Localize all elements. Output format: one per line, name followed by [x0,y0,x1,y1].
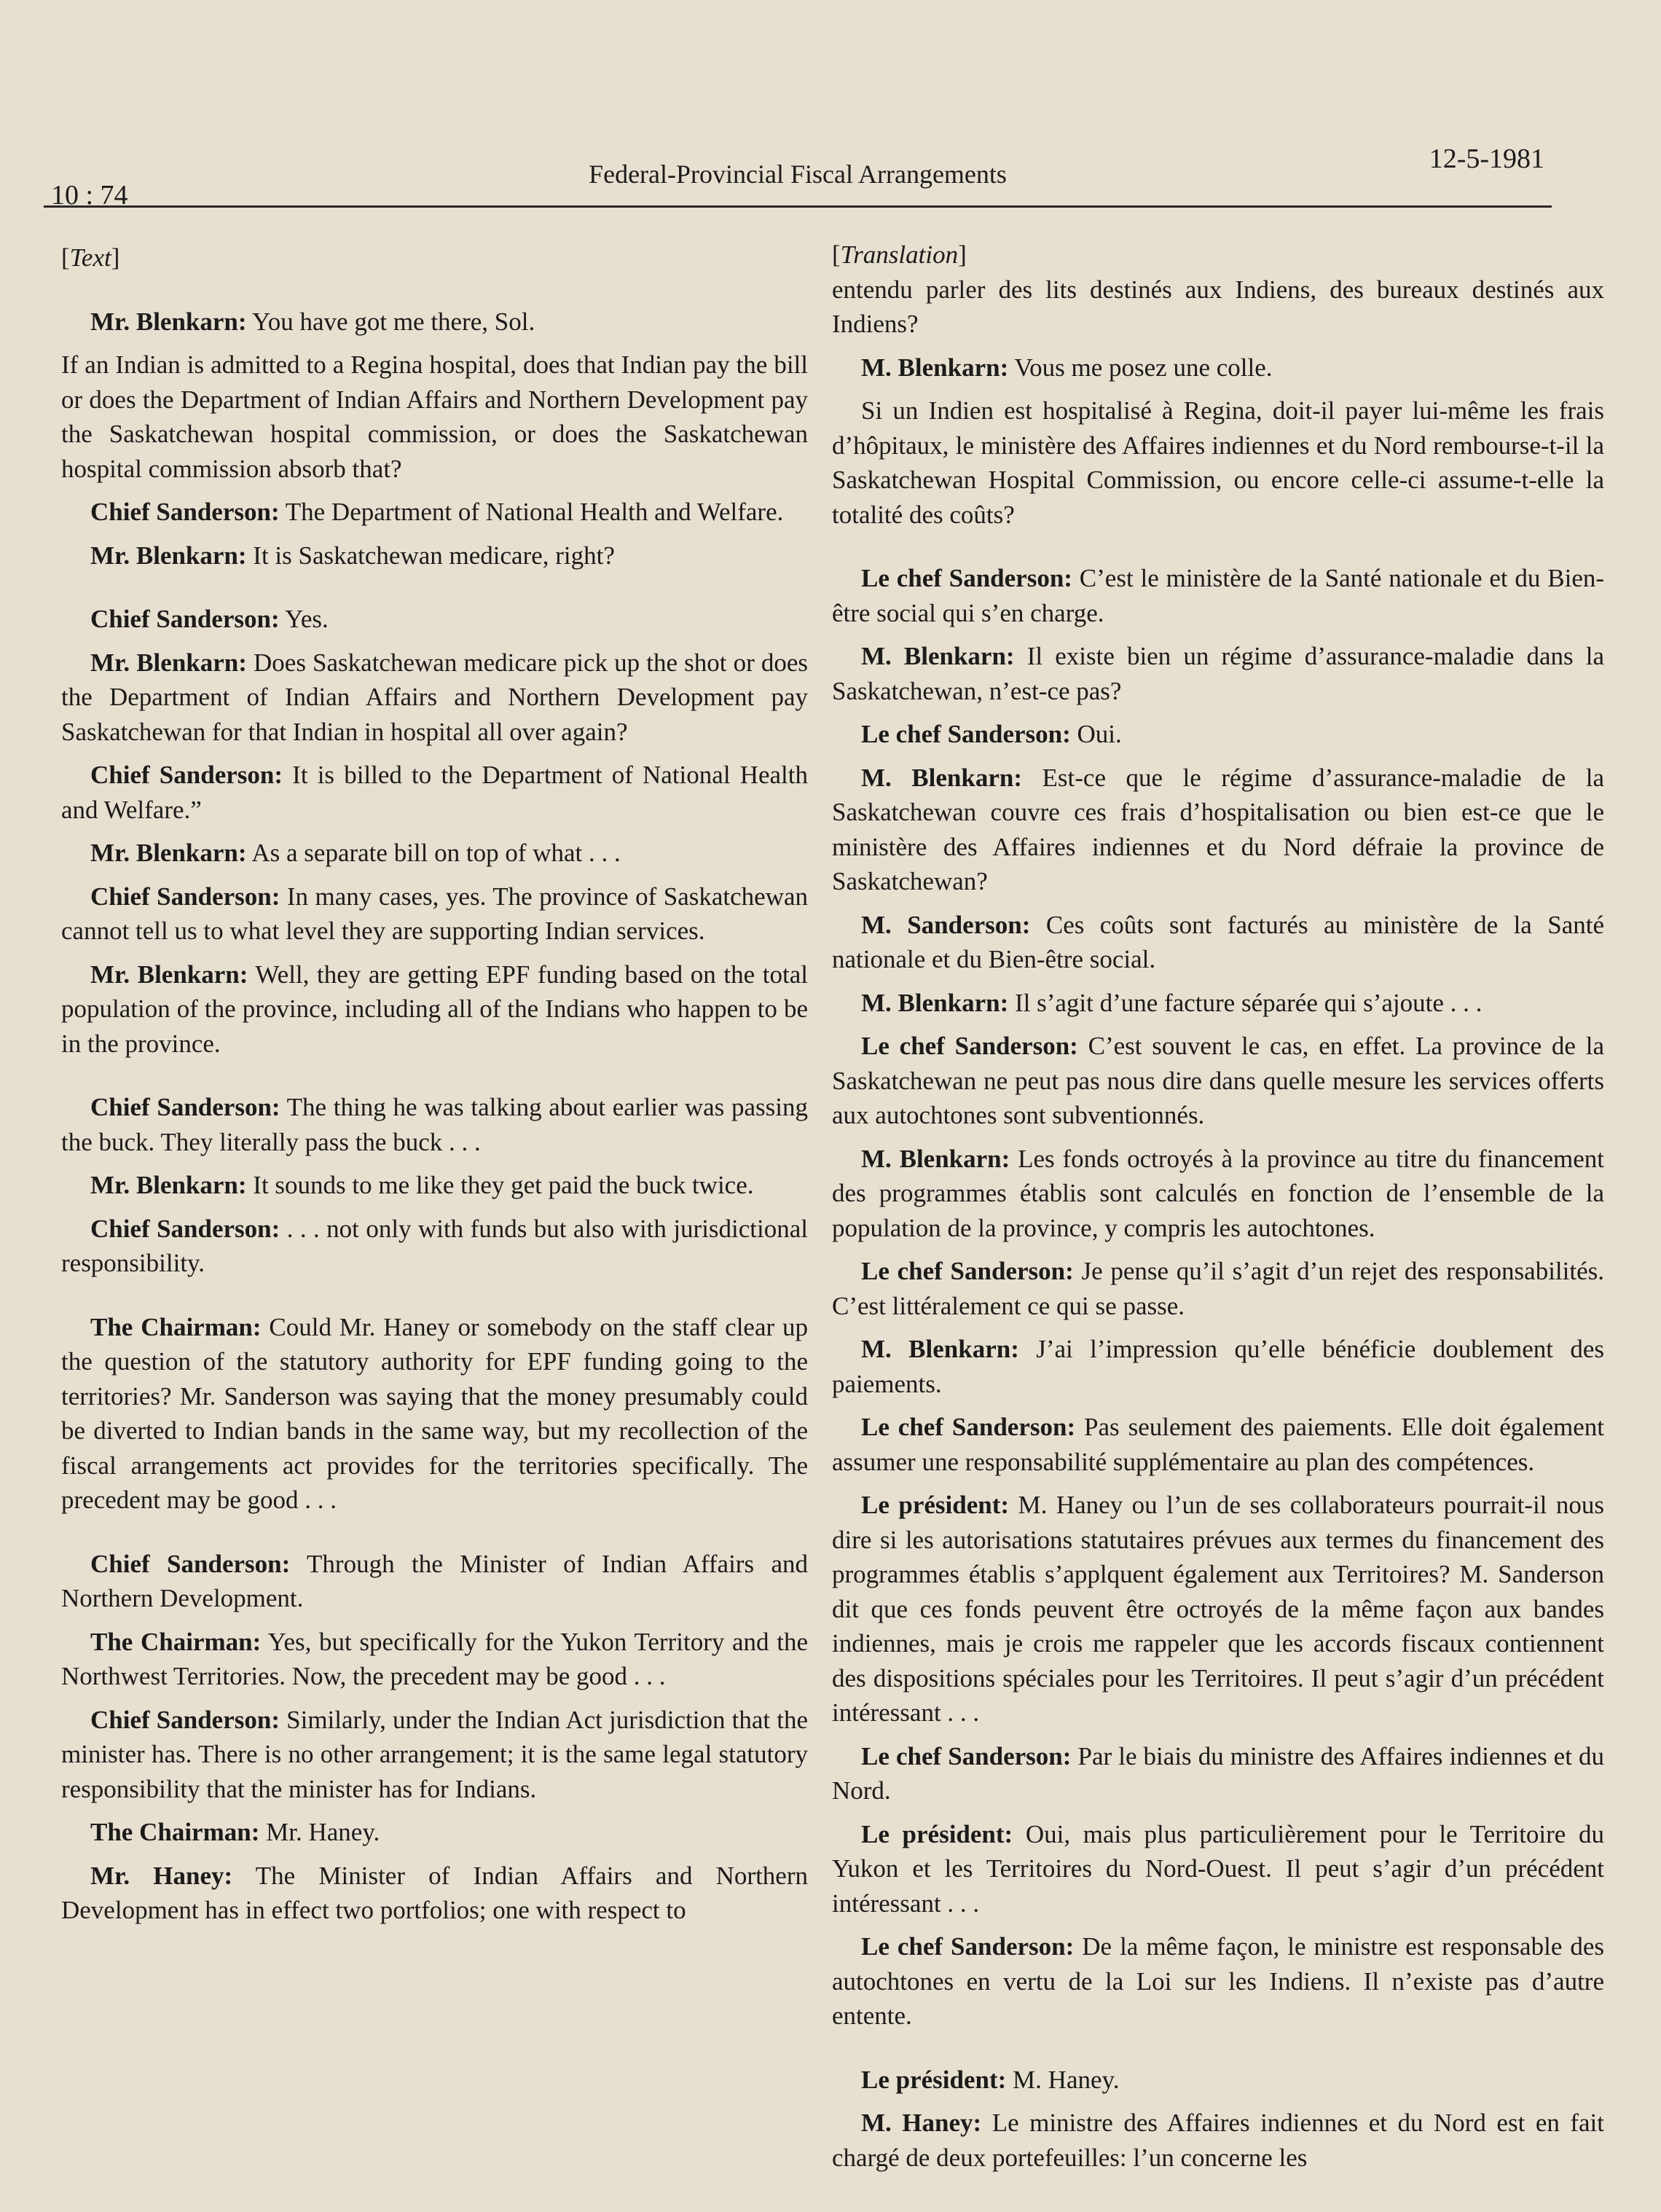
header-date: 12-5-1981 [1429,144,1544,174]
speech-paragraph: Chief Sanderson: Yes. [90,605,329,633]
speech-paragraph: Le chef Sanderson: Pas seulement des paiements. Elle doit également assumer une responsabilité supplémentaire au plan des compétences. [832,1413,1604,1476]
speech-paragraph: M. Blenkarn: Vous me posez une colle. [861,353,1273,382]
column-tag: [Text] [61,243,120,272]
french-column [832,238,1604,2184]
speech-paragraph: Chief Sanderson: The Department of National Health and Welfare. [90,498,784,526]
speech-paragraph: M. Blenkarn: J’ai l’impression qu’elle bénéficie doublement des paiements. [832,1335,1604,1398]
running-title: Federal-Provincial Fiscal Arrangements [589,160,1007,189]
speech-paragraph: Le chef Sanderson: Oui. [861,720,1122,748]
speech-paragraph: Mr. Haney: The Minister of Indian Affairs and Northern Development has in effect two portfolios; one with respect to [61,1861,808,1924]
speech-paragraph: If an Indian is admitted to a Regina hospital, does that Indian pay the bill or does the Department of Indian Affairs and Northern Development pay the Saskatchewan hospital commission, or does the Saskatchewan hospital commission absorb that? [61,350,808,483]
speech-paragraph: Mr. Blenkarn: Well, they are getting EPF funding based on the total population of the province, including all of the Indians who happen to be in the province. [61,960,808,1058]
speech-paragraph: Si un Indien est hospitalisé à Regina, doit-il payer lui-même les frais d’hôpitaux, le ministère des Affaires indiennes et du Nord rembourse-t-il la Saskatchewan Hospital Commission, ou encore celle-ci assume-t-elle la totalité des coûts? [832,396,1604,529]
speech-paragraph: Le chef Sanderson: Par le biais du ministre des Affaires indiennes et du Nord. [832,1741,1605,1805]
speech-paragraph: Chief Sanderson: . . . not only with funds but also with jurisdictional responsibility. [61,1214,809,1277]
speech-paragraph: The Chairman: Could Mr. Haney or somebody on the staff clear up the question of the statutory authority for EPF funding going to the territories? Mr. Sanderson was saying that the money presumably could be diverted to Indian bands in the same way, but my recollection of the fiscal arrangements act provides for the territories specifically. The precedent may be good . . . [61,1312,809,1514]
speech-paragraph: M. Blenkarn: Les fonds octroyés à la province au titre du financement des programmes établis sont calculés en fonction de l’ensemble de la population de la province, y compris les autochtones. [832,1144,1604,1242]
speech-paragraph: Le chef Sanderson: C’est le ministère de la Santé nationale et du Bien-être social qui s’en charge. [832,564,1605,627]
column-tag: [Translation] [832,240,967,269]
speech-paragraph: Chief Sanderson: In many cases, yes. The province of Saskatchewan cannot tell us to what level they are supporting Indian services. [61,882,808,945]
speech-paragraph: entendu parler des lits destinés aux Indiens, des bureaux destinés aux Indiens? [832,275,1604,338]
speech-paragraph: Mr. Blenkarn: It is Saskatchewan medicare, right? [90,541,615,570]
speech-paragraph: Le président: M. Haney. [861,2065,1120,2094]
speech-paragraph: Mr. Blenkarn: As a separate bill on top of what . . . [90,839,621,867]
speech-paragraph: Le chef Sanderson: C’est souvent le cas, en effet. La province de la Saskatchewan ne peut pas nous dire dans quelle mesure les services offerts aux autochtones sont subventionnés. [832,1032,1605,1129]
speech-paragraph: Le président: M. Haney ou l’un de ses collaborateurs pourrait-il nous dire si les autorisations statutaires prévues aux termes du financement des programmes établis s’applquent également aux Territoires? M. Sanderson dit que ces fonds peuvent être octroyés de la même façon aux bandes indiennes, mais je crois me rappeler que les accords fiscaux contiennent des dispositions spéciales pour les Territoires. Il peut s’agir d’un précédent intéressant . . . [832,1491,1604,1727]
speech-paragraph: M. Haney: Le ministre des Affaires indiennes et du Nord est en fait chargé de deux portefeuilles: l’un concerne les [832,2109,1605,2172]
speech-paragraph: M. Sanderson: Ces coûts sont facturés au ministère de la Santé nationale et du Bien-être social. [832,910,1605,973]
speech-paragraph: Chief Sanderson: The thing he was talking about earlier was passing the buck. They literally pass the buck . . . [61,1093,808,1156]
speech-paragraph: M. Blenkarn: Il existe bien un régime d’assurance-maladie dans la Saskatchewan, n’est-ce pas? [832,642,1604,705]
speech-paragraph: Mr. Blenkarn: You have got me there, Sol. [90,307,535,336]
speech-paragraph: Mr. Blenkarn: Does Saskatchewan medicare pick up the shot or does the Department of Indian Affairs and Northern Development pay Saskatchewan for that Indian in hospital all over again? [61,648,808,746]
speech-paragraph: M. Blenkarn: Il s’agit d’une facture séparée qui s’ajoute . . . [861,988,1483,1017]
english-column [61,240,808,1937]
page-header [44,143,1552,211]
speech-paragraph: Mr. Blenkarn: It sounds to me like they get paid the buck twice. [90,1171,754,1199]
speech-paragraph: Le chef Sanderson: De la même façon, le ministre est responsable des autochtones en vertu de la Loi sur les Indiens. Il n’existe pas d’autre entente. [832,1932,1604,2030]
speech-paragraph: The Chairman: Mr. Haney. [90,1818,380,1846]
speech-paragraph: The Chairman: Yes, but specifically for the Yukon Territory and the Northwest Territories. Now, the precedent may be good . . . [61,1627,808,1690]
speech-paragraph: Chief Sanderson: It is billed to the Department of National Health and Welfare.” [61,761,808,824]
speech-paragraph: Le chef Sanderson: Je pense qu’il s’agit d’un rejet des responsabilités. C’est littéralement ce qui se passe. [832,1257,1605,1320]
speech-paragraph: Chief Sanderson: Through the Minister of Indian Affairs and Northern Development. [61,1549,808,1612]
speech-paragraph: Le président: Oui, mais plus particulièrement pour le Territoire du Yukon et les Territoires du Nord-Ouest. Il peut s’agir d’un précédent intéressant . . . [832,1819,1604,1918]
page-number: 10 : 74 [51,180,128,211]
speech-paragraph: Chief Sanderson: Similarly, under the Indian Act jurisdiction that the minister has. There is no other arrangement; it is the same legal statutory responsibility that the minister has for Indians. [61,1705,808,1803]
speech-paragraph: M. Blenkarn: Est-ce que le régime d’assurance-maladie de la Saskatchewan couvre ces frais d’hospitalisation ou bien est-ce que le ministère des Affaires indiennes et du Nord défraie la province de Saskatchewan? [832,763,1604,895]
